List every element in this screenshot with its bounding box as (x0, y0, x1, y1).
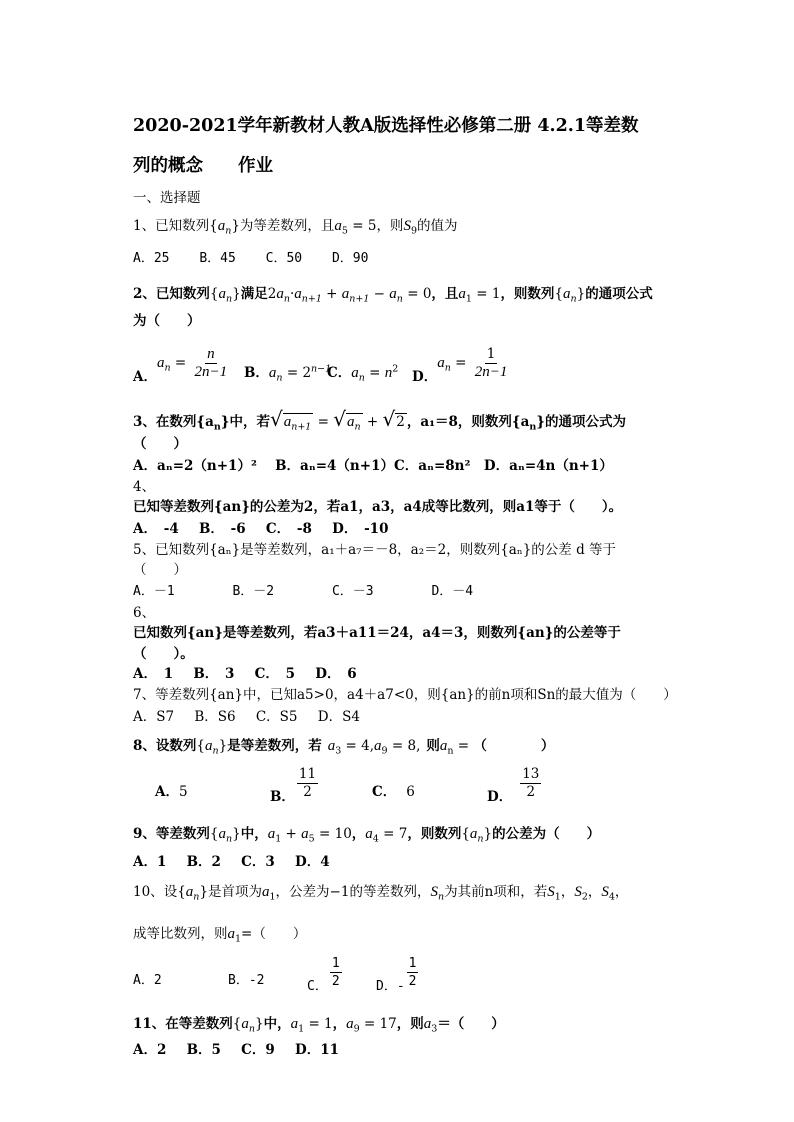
q10-option-d[interactable]: D．- $\frac{1}{2}$ (376, 956, 417, 994)
question-9-options[interactable]: A．1 B．2 C．3 D．4 (133, 854, 330, 870)
q5-option-a[interactable]: A．－1 (133, 584, 175, 599)
q8-option-a[interactable]: A．5 (155, 784, 188, 800)
q5-option-d[interactable]: D．－4 (431, 584, 474, 599)
page-title-line-2: 列的概念 作业 (133, 156, 273, 176)
question-2-line-2: 为（ ） (133, 313, 201, 329)
q1-option-a[interactable]: A．25 (133, 251, 170, 266)
question-5-paren: （ ） (133, 562, 187, 578)
question-7-options[interactable]: A．S7 B．S6 C．S5 D．S4 (133, 709, 360, 725)
question-11-options[interactable]: A．2 B．5 C．9 D．11 (133, 1042, 340, 1058)
question-4-options[interactable]: A． -4 B． -6 C． -8 D． -10 (133, 521, 389, 537)
q2-option-d[interactable]: D．$a_n$ = $\frac{1}{2n-1}$ (412, 346, 508, 385)
q1-option-c[interactable]: C．50 (265, 251, 303, 266)
question-11: 11、在等差数列$\{a_n\}$中，$a_1 = 1$，$a_9 = 17$，则$a_3=$（ ） (133, 1016, 505, 1035)
question-10: 10、设$\{a_n\}$是首项为$a_1$，公差为−1的等差数列，$S_n$为其前n项和，若$S_1$，$S_2$，$S_4$， (133, 884, 629, 903)
q10-option-c[interactable]: C． $\frac{1}{2}$ (307, 956, 340, 994)
question-8: 8、设数列$\{a_n\}$是等差数列，若 $a_3 = 4,a_9 = 8$, 则$a_n$ = （ ） (133, 738, 555, 757)
question-3: 3、在数列$\{a_n\}$中，若$√a_{n+1} = √a_n + √2$ ，a₁＝8，则数列$\{a_n\}$的通项公式为 (133, 407, 626, 433)
q8-option-c[interactable]: C． 6 (372, 784, 415, 800)
q8-option-b[interactable]: B． $\frac{11}{2}$ (270, 766, 317, 805)
q1-option-d[interactable]: D．90 (331, 251, 369, 266)
question-1-options (133, 250, 368, 268)
question-6-options[interactable]: A． 1 B． 3 C． 5 D． 6 (133, 666, 357, 682)
q2-option-a[interactable]: A．$a_n$ = $\frac{n}{2n-1}$ (133, 346, 228, 385)
question-6-number: 6、 (133, 605, 156, 621)
q2-option-c[interactable]: C．$a_n = n^2$ (327, 363, 399, 384)
q8-option-d[interactable]: D． $\frac{13}{2}$ (487, 766, 540, 805)
question-6-paren: （ ）。 (133, 646, 194, 662)
q10-option-b[interactable]: B．-2 (228, 973, 265, 988)
q1-option-b[interactable]: B．45 (199, 251, 236, 266)
q5-option-c[interactable]: C．－3 (331, 584, 374, 599)
q10-option-a[interactable]: A．2 (133, 973, 162, 988)
question-4: 已知等差数列{an}的公差为2，若a1，a3，a4成等比数列，则a1等于（ ）。 (133, 499, 623, 515)
question-9: 9、等差数列$\{a_n\}$中，$a_1 + a_5 = 10$，$a_4 = 7$，则数列$\{a_n\}$的公差为（ ） (133, 826, 601, 845)
question-10-line-2: 成等比数列，则$a_1=$（ ） (133, 926, 307, 945)
question-6: 已知数列{an}是等差数列，若a3＋a11＝24，a4＝3，则数列{an}的公差等于 (133, 625, 621, 641)
question-1: 1、已知数列$\{a_n\}$为等差数列，且$a_5 = 5$，则$S_9$的值为 (133, 218, 458, 237)
q2-option-b[interactable]: B．$a_n = 2^{n-1}$ (244, 363, 332, 384)
question-4-number: 4、 (133, 479, 156, 495)
page-title-line-1: 2020-2021学年新教材人教A版选择性必修第二册 4.2.1等差数 (133, 116, 639, 136)
q5-option-b[interactable]: B．－2 (232, 584, 275, 599)
question-3-paren: （ ） (133, 436, 187, 452)
question-5-options (133, 583, 473, 601)
question-7: 7、等差数列{an}中，已知a5>0，a4＋a7<0，则{an}的前n项和Sn的最大值为（ ） (133, 687, 677, 703)
question-2: 2、已知数列$\{a_n\}$满足$2a_n\cdot a_{n+1} + a_{n+1} - a_n = 0$，且$a_1 = 1$，则数列$\{a_n\}$的通项公式 (133, 286, 653, 305)
question-5: 5、已知数列{aₙ}是等差数列，a₁＋a₇＝－8，a₂＝2，则数列{aₙ}的公差 d 等于 (133, 542, 617, 558)
section-heading: 一、选择题 (133, 190, 201, 206)
question-3-options[interactable]: A．aₙ=2（n+1）² B．aₙ=4（n+1）C．aₙ=8n² D．aₙ=4n（n+1） (133, 458, 613, 474)
